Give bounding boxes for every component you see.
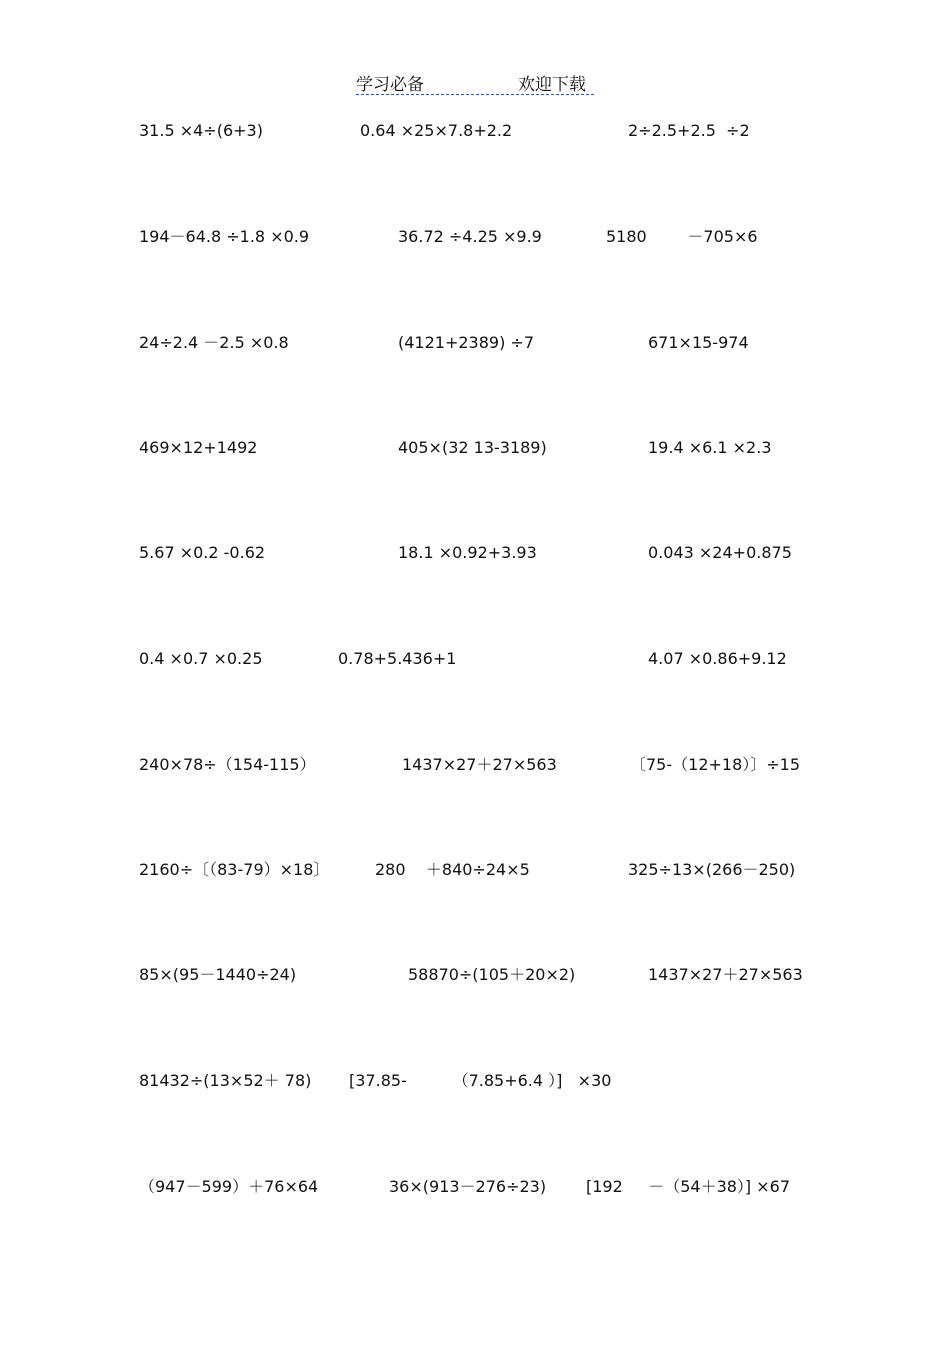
expression: 1437×27＋27×563 bbox=[402, 755, 557, 774]
expression: 1437×27＋27×563 bbox=[648, 965, 803, 984]
expression: 0.78+5.436+1 bbox=[338, 649, 457, 668]
expression: 58870÷(105＋20×2) bbox=[408, 965, 576, 984]
expression: 2160÷〔（83-79）×18〕 bbox=[139, 860, 330, 879]
expression: [192 －（54＋38）] ×67 bbox=[586, 1177, 791, 1196]
expression: 240×78÷（154-115） bbox=[139, 755, 316, 774]
expression: 19.4 ×6.1 ×2.3 bbox=[648, 438, 772, 457]
expression: 2÷2.5+2.5 ÷2 bbox=[628, 121, 750, 140]
expression: 469×12+1492 bbox=[139, 438, 258, 457]
expression: 18.1 ×0.92+3.93 bbox=[398, 543, 537, 562]
expression: 0.64 ×25×7.8+2.2 bbox=[360, 121, 513, 140]
expression: 0.4 ×0.7 ×0.25 bbox=[139, 649, 263, 668]
expression: 36×(913－276÷23) bbox=[389, 1177, 547, 1196]
expression: 405×(32 13-3189) bbox=[398, 438, 547, 457]
expression: 194－64.8 ÷1.8 ×0.9 bbox=[139, 227, 310, 246]
expression: 24÷2.4 －2.5 ×0.8 bbox=[139, 333, 289, 352]
expression: 36.72 ÷4.25 ×9.9 bbox=[398, 227, 542, 246]
expression: 4.07 ×0.86+9.12 bbox=[648, 649, 787, 668]
expression: (4121+2389) ÷7 bbox=[398, 333, 534, 352]
expression: 5.67 ×0.2 -0.62 bbox=[139, 543, 266, 562]
header-left-text: 学习必备 bbox=[356, 75, 424, 95]
expression: 671×15-974 bbox=[648, 333, 749, 352]
expression: 5180 －705×6 bbox=[606, 227, 758, 246]
expression: 325÷13×(266－250) bbox=[628, 860, 796, 879]
expression: 280 ＋840÷24×5 bbox=[375, 860, 530, 879]
expression: 31.5 ×4÷(6+3) bbox=[139, 121, 263, 140]
expression: 81432÷(13×52＋ 78) bbox=[139, 1071, 312, 1090]
expression: 〔75-（12+18）〕÷15 bbox=[630, 755, 801, 774]
expression: 85×(95－1440÷24) bbox=[139, 965, 297, 984]
expression: [37.85- （7.85+6.4 ）] ×30 bbox=[349, 1071, 612, 1090]
expression: （947－599）＋76×64 bbox=[139, 1177, 319, 1196]
page-header bbox=[356, 70, 594, 95]
header-right-text: 欢迎下载 bbox=[518, 75, 586, 95]
expression: 0.043 ×24+0.875 bbox=[648, 543, 792, 562]
